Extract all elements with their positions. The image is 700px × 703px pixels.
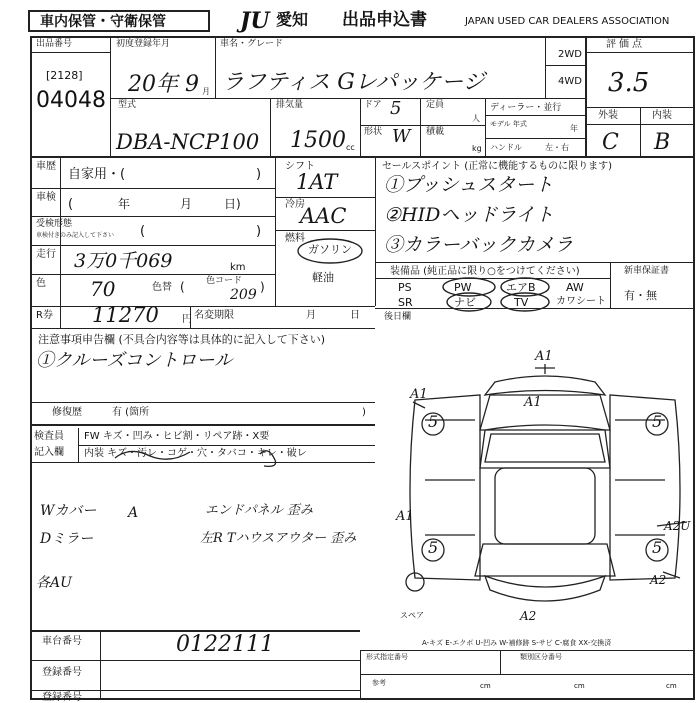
mark-right-rear: A2U	[664, 519, 691, 533]
fuel-gasoline: ガソリン	[308, 243, 352, 256]
drive-2wd: 2WD	[558, 49, 582, 60]
shaken-paren: (	[68, 197, 74, 212]
mark-front: A1	[535, 349, 553, 364]
checker-row-1: FW キズ・凹み・ヒビ割・リペア跡・X要	[84, 431, 270, 442]
repair-close: )	[362, 407, 366, 418]
storage-stamp-box	[28, 10, 210, 32]
equipment-tv: TV	[514, 296, 529, 309]
doors-label: ドア	[364, 100, 382, 110]
displacement-value: 1500	[290, 128, 346, 153]
cm-1: cm	[480, 682, 491, 690]
divider	[110, 36, 111, 156]
capacity-unit: 人	[472, 114, 480, 123]
chassis-value: 0122111	[176, 632, 274, 657]
aircon-value: AAC	[300, 204, 347, 228]
equipment-navi: ナビ	[454, 296, 476, 309]
fuel-diesel: 軽油	[312, 271, 334, 284]
recycle-label: R券	[36, 310, 53, 321]
equipment-sr: SR	[398, 296, 413, 309]
shift-value: 1AT	[296, 170, 338, 194]
load-unit: kg	[472, 144, 482, 153]
model-label: 車名・グレード	[220, 39, 284, 49]
inspection-form-label: 受検形態	[36, 219, 73, 229]
mark-left-front: A1	[410, 387, 428, 402]
sales-point-2: ②HIDヘッドライト	[384, 204, 554, 226]
mark-bonnet: A1	[524, 395, 542, 410]
dealer-label: ディーラー・並行	[490, 103, 562, 113]
history-label: 車歴	[36, 161, 56, 172]
load-label: 積載	[426, 127, 445, 137]
equipment-circles	[375, 276, 615, 312]
type-value: DBA-NCP100	[116, 130, 260, 154]
capacity-label: 定員	[426, 100, 445, 110]
inspector-note-6: 各AU	[36, 575, 72, 591]
inspector-note-3: エンドパネル 歪み	[205, 503, 313, 518]
model-year-label: モデル 年式	[490, 120, 527, 128]
color-code-label: 色コード	[206, 276, 243, 286]
color-paren-open: (	[180, 280, 185, 294]
color-change-label: 色替	[152, 282, 172, 293]
recycle-value: 11270	[92, 303, 159, 327]
model-value: ラフティス Gレパッケージ	[222, 70, 485, 95]
english-title: JAPAN USED CAR DEALERS ASSOCIATION	[465, 16, 670, 27]
checker-label-2: 記入欄	[34, 447, 64, 458]
category-label: 類別区分番号	[520, 653, 562, 661]
history-value: 自家用・(	[68, 167, 126, 182]
aircon-label: 冷房	[285, 199, 305, 210]
exterior-label: 外装	[598, 110, 618, 121]
notes-label: 注意事項申告欄 (不具合内容等は具体的に記入して下さい)	[38, 333, 326, 346]
doors-value: 5	[390, 98, 402, 119]
checker-label-1: 検査員	[34, 431, 64, 442]
equipment-airbag: エアB	[506, 281, 536, 294]
displacement-unit: cc	[346, 143, 355, 152]
type-label: 型式	[118, 100, 137, 110]
ju-logo: JU	[240, 8, 270, 34]
equipment-aw: AW	[566, 281, 584, 294]
mileage-value: 3万0千069	[74, 250, 173, 272]
inspector-note-5: 左R Tハウスアウター 歪み	[200, 531, 357, 546]
registration-month: 月	[202, 87, 210, 96]
car-damage-diagram	[395, 350, 695, 630]
color-code-value: 209	[230, 287, 257, 303]
recycle-month: 月	[306, 310, 316, 321]
repair-label: 修復歴	[52, 407, 82, 418]
warranty-value: 有・無	[624, 289, 657, 302]
after-label: 後日欄	[384, 312, 412, 322]
fuel-circle	[295, 236, 375, 266]
shaken-label: 車検	[36, 192, 56, 203]
recycle-expiry-label: 名変期限	[194, 310, 234, 321]
mark-tire-rr: 5	[652, 538, 663, 557]
shaken-day: 日)	[224, 197, 241, 211]
checker-marks	[110, 428, 310, 468]
registration-value: 20年 9	[128, 72, 199, 97]
equipment-label: 装備品 (純正品に限り○をつけてください)	[390, 266, 580, 277]
inspector-note-2: A	[128, 505, 139, 521]
warranty-label: 新車保証書	[624, 266, 670, 276]
inspector-note-1: Wカバー	[40, 503, 97, 519]
registration-label: 初度登録年月	[116, 39, 171, 49]
cm-2: cm	[574, 682, 585, 690]
mark-tire-rf: 5	[652, 412, 663, 431]
reference-label-1: 参考	[372, 679, 386, 687]
checker-row-2: 内装 キズ・汚レ・コゲ・穴・タバコ・キレ・破レ	[84, 448, 307, 459]
cm-3: cm	[666, 682, 677, 690]
shaken-month: 月	[180, 197, 193, 211]
score-label: 評価点	[606, 39, 645, 50]
damage-legend: A-キズ E-エクボ U-凹み W-補修跡 S-サビ C-腐食 XX-交換済	[422, 639, 612, 647]
equipment-seat: カワシート	[556, 296, 606, 307]
inspection-form-note: 車検付きのみ記入して下さい	[36, 232, 115, 239]
storage-stamp: 車内保管・守衛保管	[40, 14, 166, 30]
last-row-label: 登録番号	[42, 692, 82, 703]
lot-label: 出品番号	[36, 39, 73, 49]
interior-value: B	[654, 130, 671, 155]
mark-left-rear: A1	[396, 509, 414, 524]
type-specified-label: 形式指定番号	[366, 653, 408, 661]
sales-point-3: ③カラーバックカメラ	[384, 234, 574, 256]
model-year-unit: 年	[570, 124, 578, 133]
repair-value: 有 (箇所	[112, 407, 150, 418]
shaken-year: 年	[118, 197, 131, 211]
mark-rear-bottom: A2	[520, 609, 537, 623]
mileage-label: 走行	[36, 249, 56, 260]
lot-number: 04048	[36, 88, 106, 113]
equipment-pw: PW	[454, 281, 472, 294]
mark-tire-lr: 5	[428, 538, 439, 557]
sales-points-label: セールスポイント (正常に機能するものに限ります)	[382, 161, 613, 172]
org-name: 愛知	[276, 10, 309, 29]
form-title: 出品申込書	[342, 10, 427, 30]
history-close: )	[256, 167, 262, 182]
mark-tire-lf: 5	[428, 412, 439, 431]
handle-options: 左・右	[545, 143, 569, 152]
interior-label: 内装	[652, 110, 672, 121]
displacement-label: 排気量	[276, 100, 304, 110]
sales-point-1: ①プッシュスタート	[384, 174, 554, 196]
handle-label: ハンドル	[490, 143, 522, 152]
inspection-form-close: )	[256, 224, 262, 239]
spare-label: スペア	[400, 611, 424, 620]
shape-value: W	[392, 126, 411, 147]
mark-rear-right: A2	[650, 573, 667, 587]
score-value: 3.5	[608, 68, 650, 98]
exterior-value: C	[602, 130, 619, 155]
equipment-ps: PS	[398, 281, 412, 294]
shape-label: 形状	[364, 127, 383, 137]
notes-value: ①クルーズコントロール	[36, 350, 233, 371]
lot-sub-number: [2128]	[46, 69, 83, 82]
drive-4wd: 4WD	[558, 76, 582, 87]
shift-label: シフト	[285, 161, 315, 172]
color-paren-close: )	[260, 280, 265, 294]
mileage-unit: km	[230, 262, 246, 273]
color-label: 色	[36, 278, 46, 289]
plate-label: 登録番号	[42, 667, 82, 678]
recycle-unit: 円	[182, 314, 192, 325]
chassis-label: 車台番号	[42, 636, 82, 647]
inspector-note-4: Dミラー	[40, 531, 94, 547]
fuel-label: 燃料	[285, 233, 305, 244]
recycle-day: 日	[350, 310, 360, 321]
color-value: 70	[90, 277, 116, 301]
inspection-form-open: (	[140, 224, 146, 239]
